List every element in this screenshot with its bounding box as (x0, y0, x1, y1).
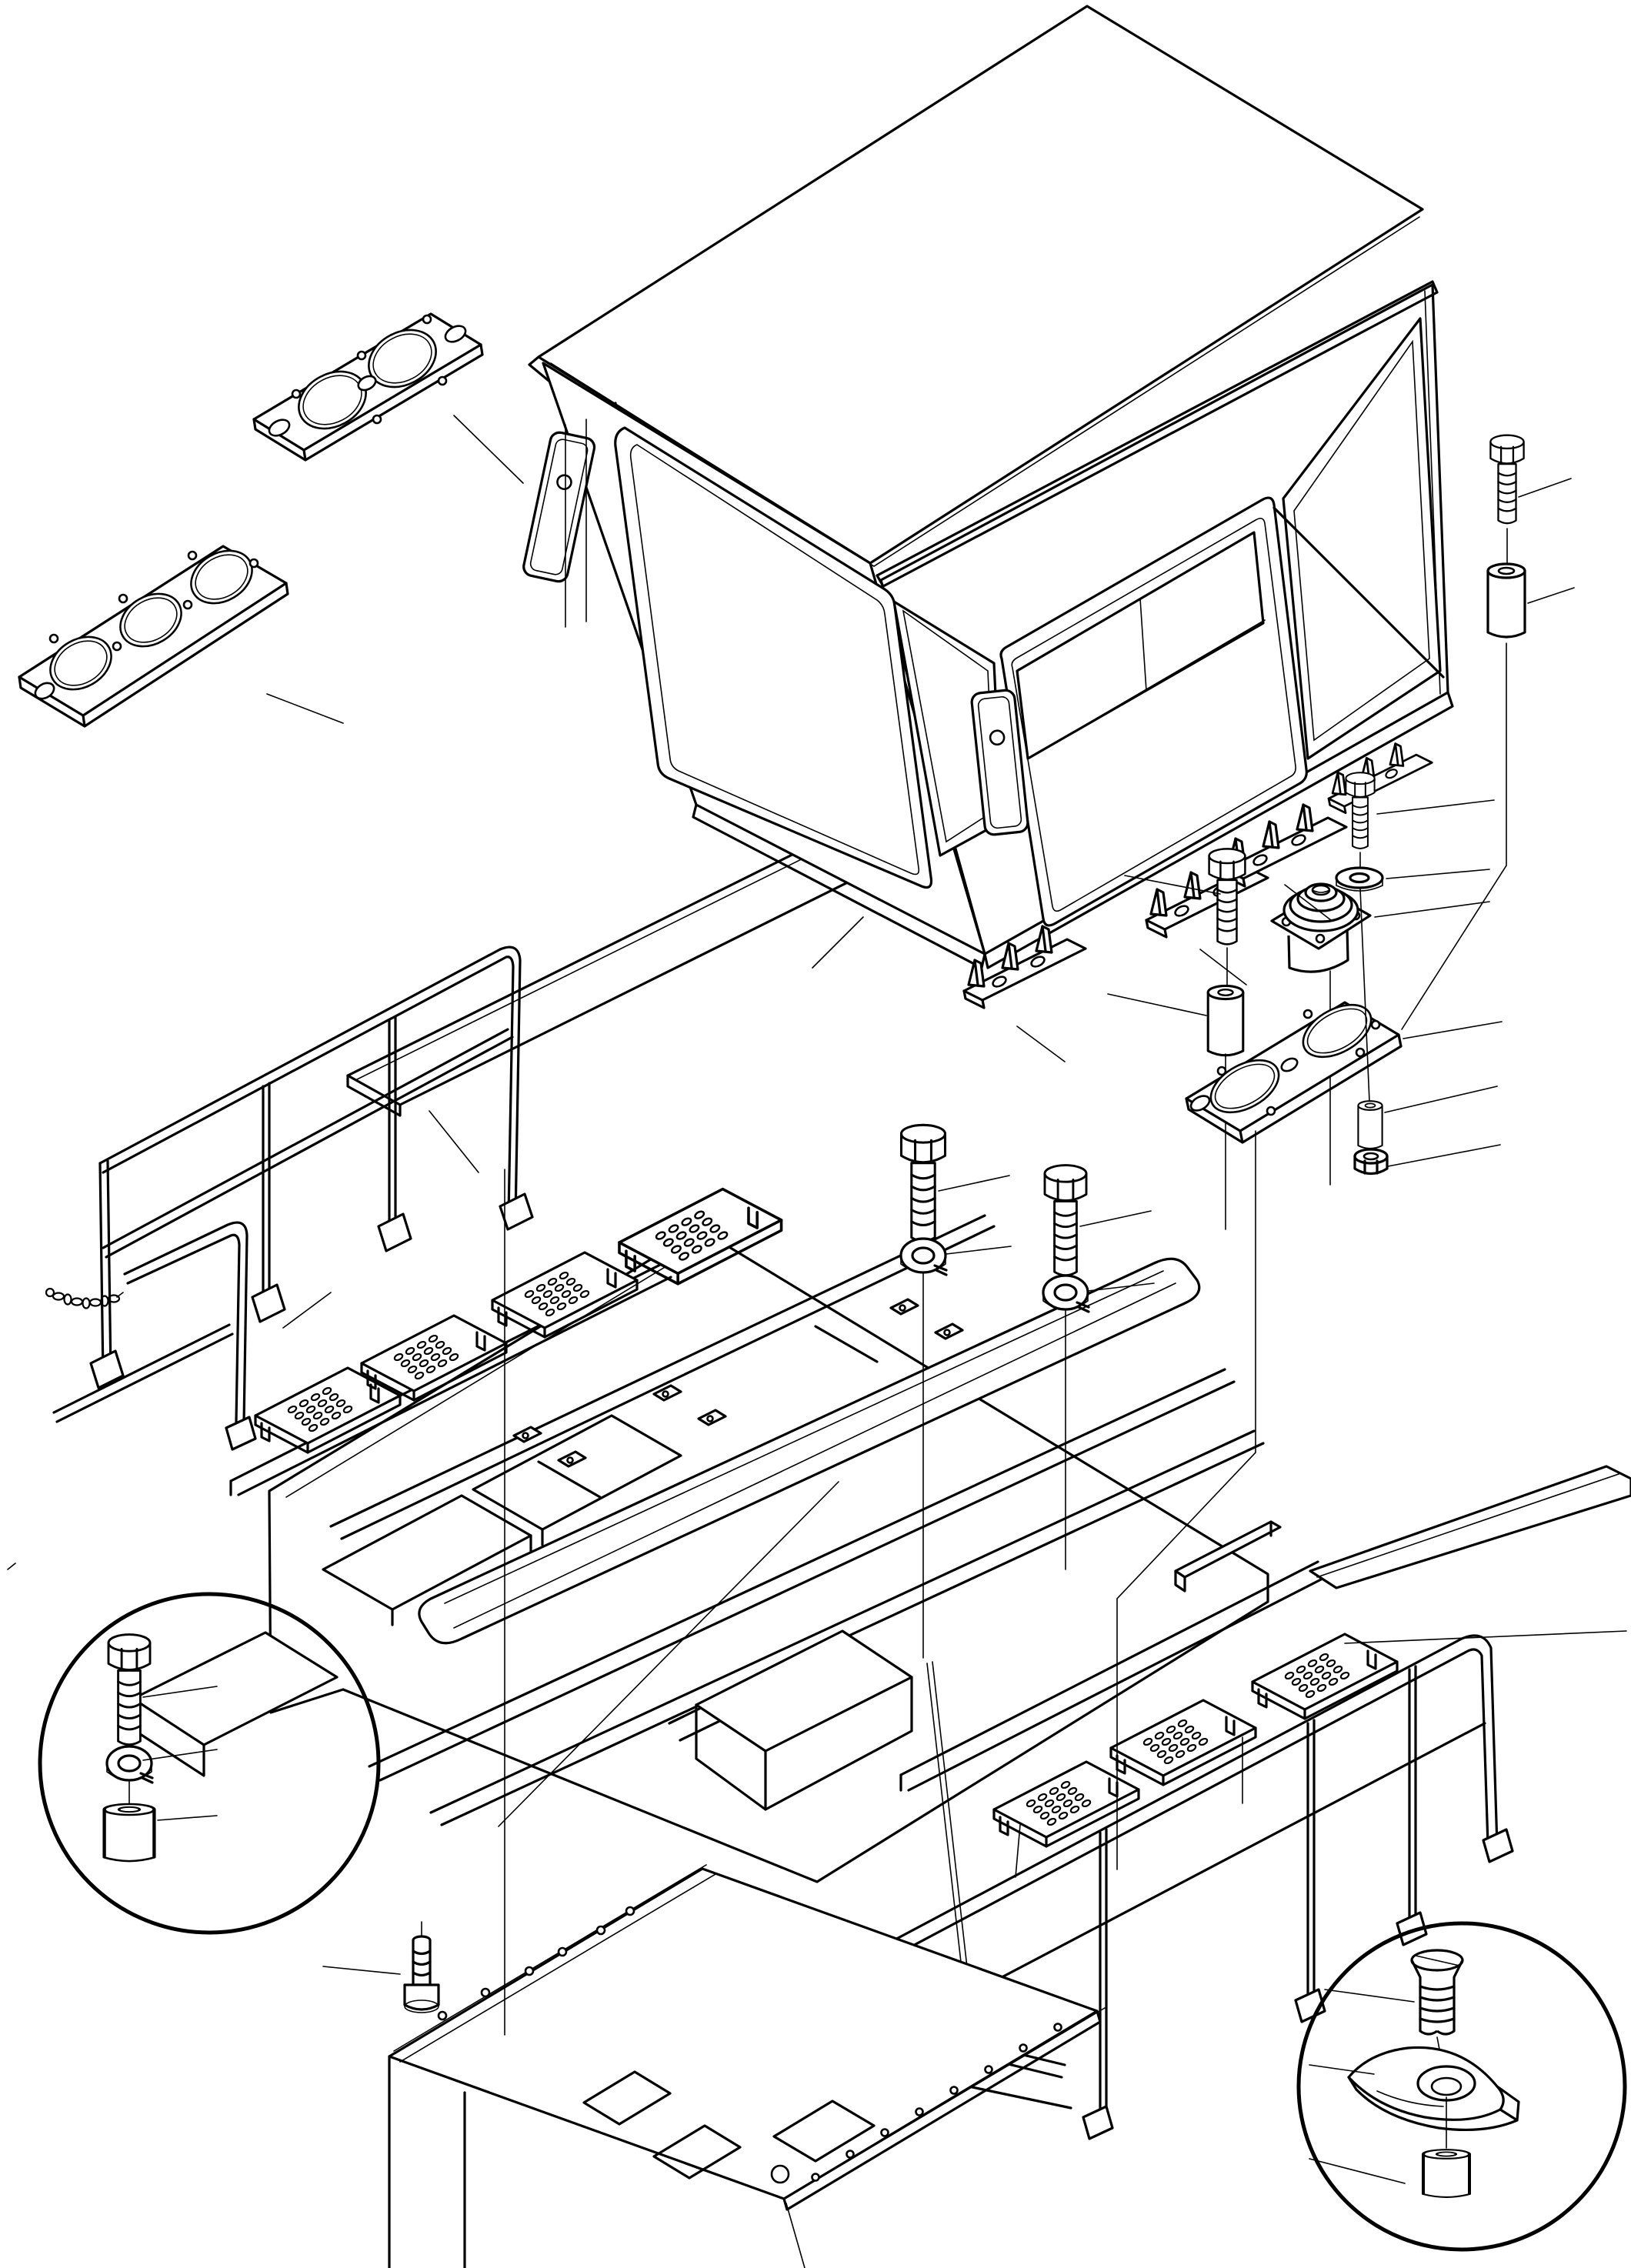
spacer-sleeve (1488, 564, 1525, 637)
panel-bolt (405, 1922, 439, 2013)
spacer-sleeve (105, 1804, 155, 1861)
countersunk-screw (1412, 1950, 1463, 2034)
grab-handle-front (522, 431, 595, 583)
hex-bolt-long (1045, 1166, 1086, 1276)
spacer-sleeve (1358, 1101, 1382, 1149)
viscous-cab-mount (1272, 884, 1370, 972)
floor-deck-panel (389, 1865, 1105, 2268)
gasket-plate-three-holes (19, 540, 288, 726)
spring-washer (107, 1746, 152, 1783)
walkway-cover-plate-left (348, 831, 892, 1105)
operator-cab (522, 6, 1453, 1008)
walkway-cover-plate-right (1310, 1466, 1631, 1588)
hex-bolt-short (1346, 772, 1374, 849)
perforated-step-plate (1252, 1634, 1397, 1719)
detail-circle-screw-camplate-spacer (1299, 1923, 1625, 2250)
detail-circle (40, 1594, 379, 1933)
hex-bolt-long (902, 1125, 946, 1241)
perforated-step-plate (1111, 1700, 1256, 1785)
spacer-sleeve (1423, 2150, 1469, 2197)
cam-washer-plate (1349, 2047, 1519, 2130)
flat-washer (1336, 868, 1383, 891)
detail-circle-bolt-washer-spacer (40, 1594, 379, 1933)
gasket-plate-two-holes (254, 314, 482, 460)
front-bent-rail (125, 1222, 255, 1449)
spring-washer (901, 1239, 946, 1275)
hex-bolt-long (1490, 435, 1523, 523)
lock-nut (1355, 1149, 1387, 1174)
hex-bolt-long (108, 1635, 150, 1745)
toothed-lock-strip (1329, 744, 1432, 813)
spacer-sleeve (1208, 986, 1243, 1055)
safety-chain (46, 1289, 123, 1309)
